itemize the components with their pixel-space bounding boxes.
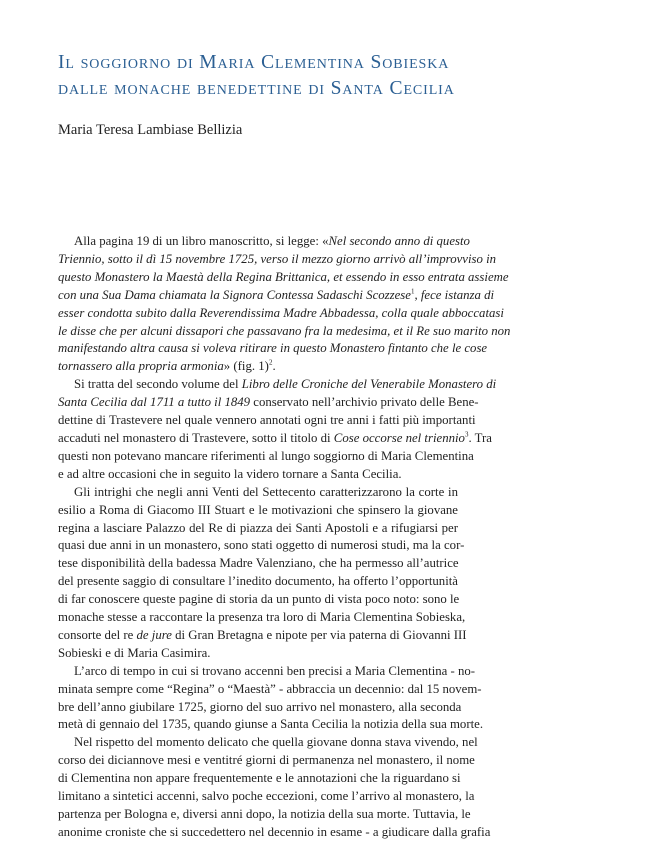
text-line: Triennio, sotto il dì 15 novembre 1725, verso il mezzo giorno arrivò all’improvviso in: [58, 251, 497, 266]
text-line: Santa Cecilia dal 1711 a tutto il 1849 conservato nell’archivio privato delle Bene-: [58, 395, 479, 410]
footnote-ref: 3: [464, 430, 469, 439]
text-line: Nel rispetto del momento delicato che quella giovane donna stava vivendo, nel: [74, 735, 478, 750]
text-line: quasi due anni in un monastero, sono stati oggetto di numerosi studi, ma la cor-: [58, 538, 465, 553]
title-line-2: dalle monache benedettine di Santa Cecilia: [58, 78, 455, 99]
text-line: bre dell’anno giubilare 1725, giorno del suo arrivo nel monastero, alla seconda: [58, 699, 462, 714]
text-line: questi non potevano mancare riferimenti al lungo soggiorno di Maria Clementina: [58, 448, 474, 463]
footnote-ref: 2: [268, 359, 273, 368]
article-title: [58, 50, 618, 102]
text-line: con una Sua Dama chiamata la Signora Contessa Sadaschi Scozzese$^1$, fece istanza di: [58, 287, 495, 302]
article-body: [58, 233, 511, 842]
text-line: metà di gennaio del 1735, quando giunse a Santa Cecilia la notizia della sua morte.: [58, 717, 484, 732]
text-line: e ad altre occasioni che in seguito la videro tornare a Santa Cecilia.: [58, 466, 402, 481]
text-line: Si tratta del secondo volume del Libro delle Croniche del Venerabile Monastero di: [74, 377, 497, 392]
text-line: le disse che per alcuni dissapori che passavano fra la medesima, et il Re suo marito non: [58, 323, 511, 338]
text-line: Alla pagina 19 di un libro manoscritto, si legge: «Nel secondo anno di questo: [74, 234, 470, 248]
text-line: di Clementina non appare frequentemente e le annotazioni che la riguardano si: [58, 771, 461, 786]
text-line: monache stesse a raccontare la presenza tra loro di Maria Clementina Sobieska,: [58, 610, 466, 625]
author-name: Maria Teresa Lambiase Bellizia: [58, 122, 243, 138]
paragraph-4: [58, 663, 484, 735]
text-line: consorte del re de jure di Gran Bretagna e nipote per via paterna di Giovanni III: [58, 627, 467, 642]
text-line: manifestando altra causa si voleva ritirare in questo Monastero fintanto che le cose: [58, 341, 488, 356]
text-line: tese disponibilità della badessa Madre Valenziano, che ha permesso all’autrice: [58, 556, 459, 571]
footnote-ref: 1: [410, 287, 415, 296]
text-line: limitano a sintetici accenni, salvo poche eccezioni, come l’arrivo al monastero, la: [58, 789, 475, 804]
paragraph-2: [58, 376, 497, 483]
title-line-1: Il soggiorno di Maria Clementina Sobieska: [58, 52, 450, 73]
text-line: del presente saggio di consultare l’inedito documento, ha offerto l’opportunità: [58, 574, 458, 589]
paragraph-1: [58, 233, 511, 376]
text-line: dettine di Trastevere nel quale vennero annotati ogni tre anni i fatti più importanti: [58, 413, 476, 428]
text-line: tornassero alla propria armonia» (fig. 1)$^2$.: [58, 359, 276, 374]
paragraph-3: [58, 484, 467, 663]
text-line: corso dei diciannove mesi e ventitré giorni di permanenza nel monastero, il nome: [58, 753, 475, 768]
text-line: anonime croniste che si succedettero nel decennio in esame - a giudicare dalla grafia: [58, 824, 491, 839]
paragraph-5: [58, 734, 491, 841]
text-line: Gli intrighi che negli anni Venti del Settecento caratterizzarono la corte in: [74, 484, 458, 499]
text-line: regina a lasciare Palazzo del Re di piazza dei Santi Apostoli e a rifugiarsi per: [58, 520, 458, 535]
text-line: questo Monastero la Maestà della Regina Brittanica, et essendo in esso entrata assieme: [58, 269, 509, 284]
text-line: minata sempre come “Regina” o “Maestà” - abbraccia un decennio: dal 15 novem-: [58, 681, 482, 696]
text-line: L’arco di tempo in cui si trovano accenni ben precisi a Maria Clementina - no-: [74, 663, 476, 678]
text-line: partenza per Bologna e, diversi anni dopo, la notizia della sua morte. Tuttavia, le: [58, 807, 471, 821]
text-line: esser condotta subito dalla Reverendissima Madre Abbadessa, colla quale abboccatasi: [58, 305, 504, 320]
text-line: Sobieski e di Maria Casimira.: [58, 645, 211, 660]
text-line: accaduti nel monastero di Trastevere, sotto il titolo di Cose occorse nel triennio$^3$. Tra: [58, 430, 492, 445]
text-line: esilio a Roma di Giacomo III Stuart e le motivazioni che spinsero la giovane: [58, 502, 458, 517]
text-line: di far conoscere queste pagine di storia da un punto di vista poco noto: sono le: [58, 592, 460, 607]
